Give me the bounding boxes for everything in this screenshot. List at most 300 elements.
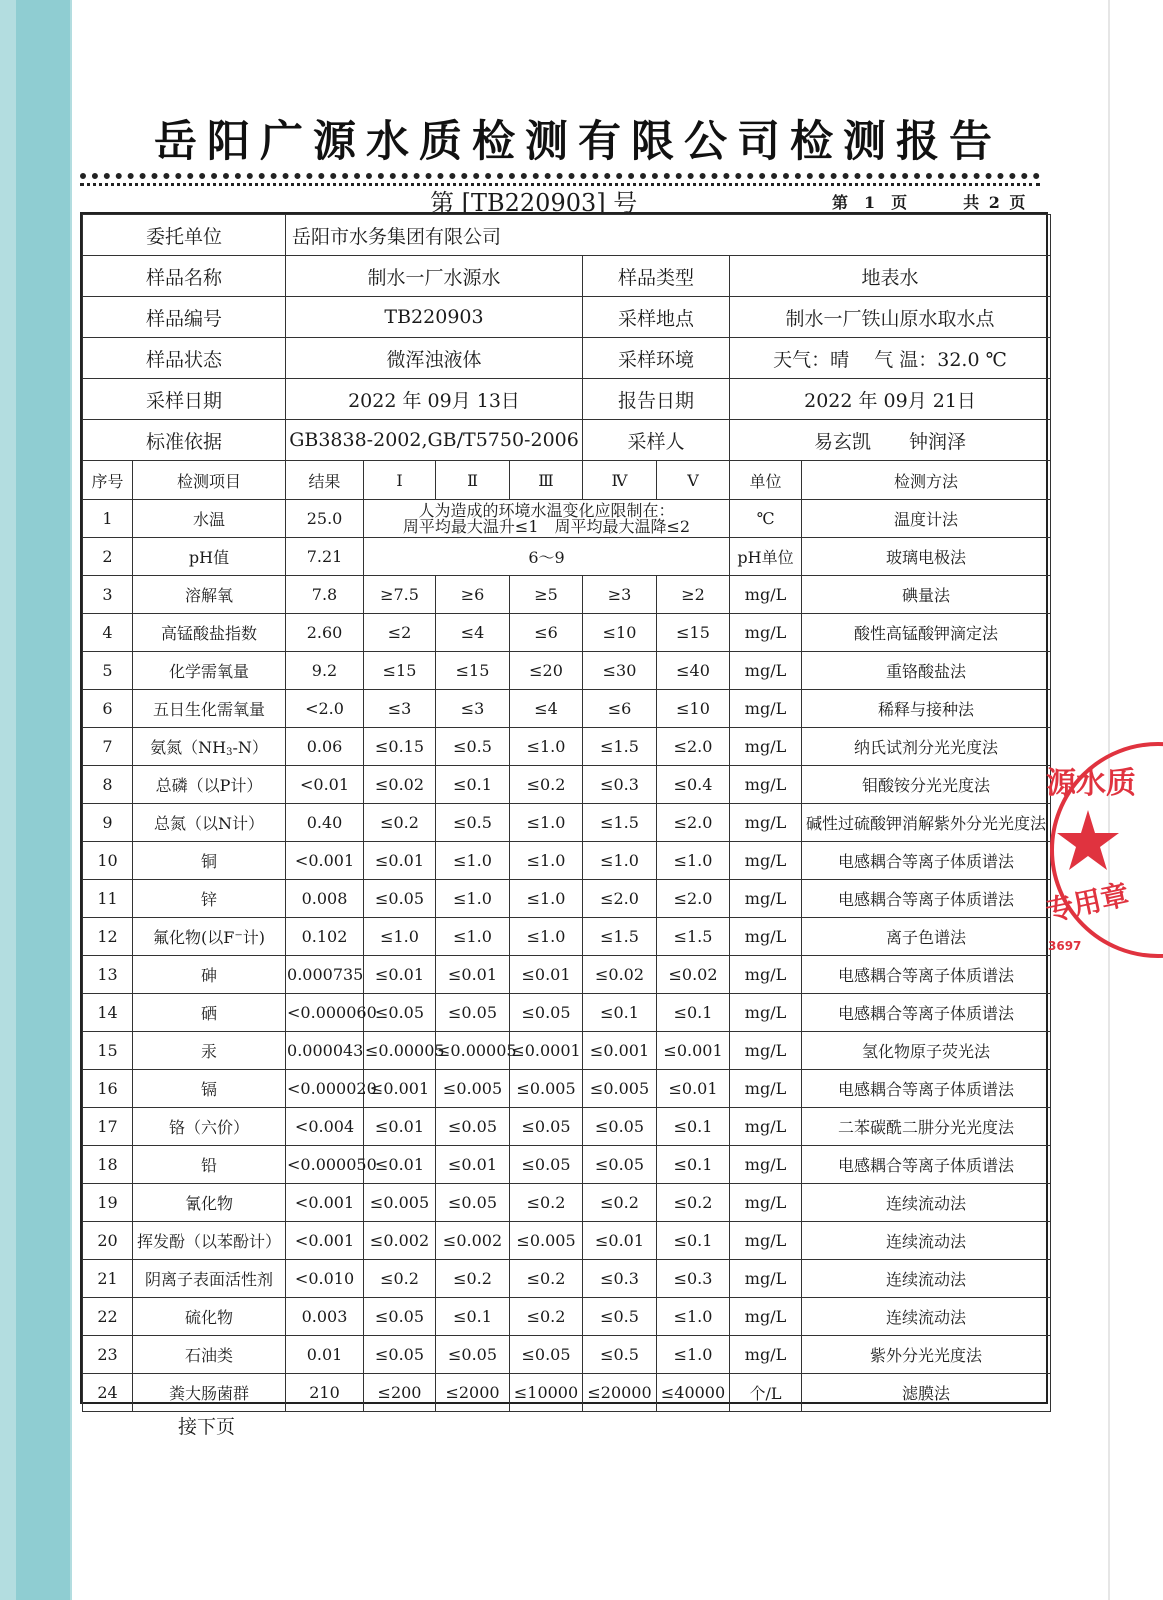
row-class-5: ≤2.0 xyxy=(657,728,730,766)
row-unit: mg/L xyxy=(730,766,802,804)
row-item: 化学需氧量 xyxy=(133,652,286,690)
row-unit: mg/L xyxy=(730,728,802,766)
table-row xyxy=(83,1222,1051,1260)
row-method: 电感耦合等离子体质谱法 xyxy=(802,842,1051,880)
row-class-2: ≤0.05 xyxy=(436,1336,510,1374)
row-no: 9 xyxy=(83,804,133,842)
report-date-label: 报告日期 xyxy=(583,379,730,420)
header-item: 检测项目 xyxy=(133,461,286,500)
seal-text-bottom: 专用章 xyxy=(1042,877,1132,928)
row-no: 18 xyxy=(83,1146,133,1184)
row-result: 0.008 xyxy=(286,880,364,918)
row-method: 连续流动法 xyxy=(802,1222,1051,1260)
row-class-3: ≤1.0 xyxy=(510,842,583,880)
seal-serial: 3697 xyxy=(1048,939,1082,953)
row-class-4: ≤0.1 xyxy=(583,994,657,1032)
row-no: 6 xyxy=(83,690,133,728)
row-unit: mg/L xyxy=(730,652,802,690)
row-unit: mg/L xyxy=(730,1032,802,1070)
row-class-5: ≤1.0 xyxy=(657,842,730,880)
row-class-1: ≤0.005 xyxy=(364,1184,436,1222)
row-class-5: ≤15 xyxy=(657,614,730,652)
ph-standard-range: 6～9 xyxy=(364,538,730,576)
temperature-limit-note xyxy=(364,500,730,538)
row-class-5: ≤0.1 xyxy=(657,1108,730,1146)
row-class-5: ≤0.2 xyxy=(657,1184,730,1222)
row-class-1: ≤0.05 xyxy=(364,994,436,1032)
row-result: 210 xyxy=(286,1374,364,1412)
row-class-4: ≤1.5 xyxy=(583,804,657,842)
row-class-4: ≤30 xyxy=(583,652,657,690)
row-result: <0.000060 xyxy=(286,994,364,1032)
row-no: 24 xyxy=(83,1374,133,1412)
row-method: 温度计法 xyxy=(802,500,1051,538)
table-row xyxy=(83,766,1051,804)
row-class-3: ≤10000 xyxy=(510,1374,583,1412)
row-class-3: ≤0.05 xyxy=(510,1336,583,1374)
row-item: 铜 xyxy=(133,842,286,880)
row-class-4: ≤1.0 xyxy=(583,842,657,880)
sample-type-label: 样品类型 xyxy=(583,256,730,297)
client-label: 委托单位 xyxy=(83,215,286,256)
row-unit: mg/L xyxy=(730,804,802,842)
table-row xyxy=(83,918,1051,956)
scan-edge-band xyxy=(0,0,72,1600)
row-unit: mg/L xyxy=(730,690,802,728)
row-class-5: ≤0.1 xyxy=(657,994,730,1032)
row-class-4: ≥3 xyxy=(583,576,657,614)
row-item: 砷 xyxy=(133,956,286,994)
row-method: 电感耦合等离子体质谱法 xyxy=(802,1070,1051,1108)
row-result: 2.60 xyxy=(286,614,364,652)
seal-star-icon xyxy=(1057,810,1119,870)
row-class-3: ≤1.0 xyxy=(510,804,583,842)
row-no: 8 xyxy=(83,766,133,804)
row-item: 硫化物 xyxy=(133,1298,286,1336)
row-class-3: ≤0.05 xyxy=(510,994,583,1032)
row-unit: mg/L xyxy=(730,880,802,918)
row-class-2: ≤0.5 xyxy=(436,804,510,842)
row-no: 1 xyxy=(83,500,133,538)
header-class-2: Ⅱ xyxy=(436,461,510,500)
row-class-5: ≤1.5 xyxy=(657,918,730,956)
report-number: 第 [TB220903] 号 xyxy=(430,189,638,217)
row-class-4: ≤20000 xyxy=(583,1374,657,1412)
table-row xyxy=(83,842,1051,880)
row-class-1: ≤0.01 xyxy=(364,956,436,994)
info-row-standard xyxy=(83,420,1051,461)
row-method: 碘量法 xyxy=(802,576,1051,614)
row-item xyxy=(133,728,286,766)
row-item: 氟化物(以F⁻计) xyxy=(133,918,286,956)
table-row xyxy=(83,1184,1051,1222)
row-class-4: ≤0.2 xyxy=(583,1184,657,1222)
row-result: <0.001 xyxy=(286,1222,364,1260)
row-class-2: ≤0.1 xyxy=(436,1298,510,1336)
row-class-2: ≥6 xyxy=(436,576,510,614)
row-no: 23 xyxy=(83,1336,133,1374)
row-class-3: ≤0.2 xyxy=(510,766,583,804)
row-unit: mg/L xyxy=(730,1146,802,1184)
row-result: <0.001 xyxy=(286,1184,364,1222)
row-class-5: ≤40 xyxy=(657,652,730,690)
header-method: 检测方法 xyxy=(802,461,1051,500)
row-method: 连续流动法 xyxy=(802,1298,1051,1336)
table-row-water-temperature xyxy=(83,500,1051,538)
row-unit: ℃ xyxy=(730,500,802,538)
row-result: 0.003 xyxy=(286,1298,364,1336)
temperature-note-line2: 周平均最大温升≤1 周平均最大温降≤2 xyxy=(402,516,691,536)
row-no: 20 xyxy=(83,1222,133,1260)
table-row xyxy=(83,804,1051,842)
row-class-1: ≤0.002 xyxy=(364,1222,436,1260)
info-row-dates xyxy=(83,379,1051,420)
row-method: 滤膜法 xyxy=(802,1374,1051,1412)
row-class-2: ≤2000 xyxy=(436,1374,510,1412)
row-class-3: ≤0.005 xyxy=(510,1222,583,1260)
row-class-5: ≤0.1 xyxy=(657,1146,730,1184)
row-class-1: ≤1.0 xyxy=(364,918,436,956)
info-row-state xyxy=(83,338,1051,379)
report-title: 岳阳广源水质检测有限公司检测报告 xyxy=(154,117,1002,167)
row-method: 酸性高锰酸钾滴定法 xyxy=(802,614,1051,652)
row-class-3: ≤0.2 xyxy=(510,1184,583,1222)
row-result: 0.01 xyxy=(286,1336,364,1374)
row-method: 紫外分光光度法 xyxy=(802,1336,1051,1374)
temperature-note-line1: 人为造成的环境水温变化应限制在： xyxy=(418,500,675,520)
row-class-2: ≤0.05 xyxy=(436,994,510,1032)
row-unit: mg/L xyxy=(730,1260,802,1298)
row-result: <0.010 xyxy=(286,1260,364,1298)
row-item: 高锰酸盐指数 xyxy=(133,614,286,652)
sampling-date-label: 采样日期 xyxy=(83,379,286,420)
row-class-5: ≤0.1 xyxy=(657,1222,730,1260)
row-class-3: ≤4 xyxy=(510,690,583,728)
row-class-1: ≤0.01 xyxy=(364,1146,436,1184)
row-item: 总磷（以P计） xyxy=(133,766,286,804)
row-class-3: ≤0.005 xyxy=(510,1070,583,1108)
row-class-5: ≤2.0 xyxy=(657,804,730,842)
row-method: 碱性过硫酸钾消解紫外分光光度法 xyxy=(802,804,1051,842)
row-method: 重铬酸盐法 xyxy=(802,652,1051,690)
row-class-2: ≤0.05 xyxy=(436,1108,510,1146)
sample-no-label: 样品编号 xyxy=(83,297,286,338)
row-class-3: ≤20 xyxy=(510,652,583,690)
row-method: 离子色谱法 xyxy=(802,918,1051,956)
row-class-3: ≤0.05 xyxy=(510,1146,583,1184)
table-row xyxy=(83,880,1051,918)
row-method: 玻璃电极法 xyxy=(802,538,1051,576)
row-class-2: ≤0.01 xyxy=(436,956,510,994)
row-class-2: ≤1.0 xyxy=(436,918,510,956)
header-class-1: Ⅰ xyxy=(364,461,436,500)
row-result: 0.102 xyxy=(286,918,364,956)
row-result: <0.000020 xyxy=(286,1070,364,1108)
sampler-value: 易玄凯 钟润泽 xyxy=(730,420,1051,461)
item-prefix: 氨氮（NH xyxy=(150,738,227,757)
table-row xyxy=(83,576,1051,614)
row-class-5: ≤0.3 xyxy=(657,1260,730,1298)
row-method: 连续流动法 xyxy=(802,1184,1051,1222)
sample-type-value: 地表水 xyxy=(730,256,1051,297)
official-seal-stamp xyxy=(1040,738,1136,968)
location-value: 制水一厂铁山原水取水点 xyxy=(730,297,1051,338)
row-no: 22 xyxy=(83,1298,133,1336)
row-unit: pH单位 xyxy=(730,538,802,576)
info-row-client xyxy=(83,215,1051,256)
row-item: 硒 xyxy=(133,994,286,1032)
row-class-2: ≤0.005 xyxy=(436,1070,510,1108)
row-class-4: ≤1.5 xyxy=(583,728,657,766)
row-item: 水温 xyxy=(133,500,286,538)
info-row-sample-name xyxy=(83,256,1051,297)
row-class-4: ≤0.05 xyxy=(583,1146,657,1184)
row-item: 石油类 xyxy=(133,1336,286,1374)
row-result: <2.0 xyxy=(286,690,364,728)
row-class-4: ≤2.0 xyxy=(583,880,657,918)
row-item: 铬（六价） xyxy=(133,1108,286,1146)
row-class-2: ≤0.1 xyxy=(436,766,510,804)
sample-no-value: TB220903 xyxy=(286,297,583,338)
row-method: 电感耦合等离子体质谱法 xyxy=(802,994,1051,1032)
environment-value: 天气：晴 气 温：32.0 ℃ xyxy=(730,338,1051,379)
row-result: 0.000735 xyxy=(286,956,364,994)
row-class-1: ≤0.2 xyxy=(364,1260,436,1298)
row-unit: mg/L xyxy=(730,1222,802,1260)
row-result: 0.06 xyxy=(286,728,364,766)
continue-next-page: 接下页 xyxy=(178,1416,236,1438)
row-class-3: ≤0.0001 xyxy=(510,1032,583,1070)
row-class-4: ≤0.3 xyxy=(583,1260,657,1298)
row-class-1: ≤0.05 xyxy=(364,1298,436,1336)
row-class-5: ≤0.01 xyxy=(657,1070,730,1108)
page-total: 共 2 页 xyxy=(963,193,1026,212)
table-header-row xyxy=(83,461,1051,500)
header-result: 结果 xyxy=(286,461,364,500)
seal-text-top: 源水质 xyxy=(1046,766,1136,801)
row-item: 挥发酚（以苯酚计） xyxy=(133,1222,286,1260)
row-method: 连续流动法 xyxy=(802,1260,1051,1298)
row-class-4: ≤6 xyxy=(583,690,657,728)
row-class-5: ≤1.0 xyxy=(657,1336,730,1374)
page-indicator xyxy=(832,190,1025,213)
row-unit: mg/L xyxy=(730,1336,802,1374)
row-item: 汞 xyxy=(133,1032,286,1070)
row-class-5: ≤10 xyxy=(657,690,730,728)
row-class-1: ≤0.05 xyxy=(364,880,436,918)
row-class-1: ≤0.001 xyxy=(364,1070,436,1108)
info-row-sample-no xyxy=(83,297,1051,338)
row-unit: mg/L xyxy=(730,842,802,880)
row-method: 电感耦合等离子体质谱法 xyxy=(802,956,1051,994)
table-row xyxy=(83,956,1051,994)
row-method: 电感耦合等离子体质谱法 xyxy=(802,880,1051,918)
row-item: 锌 xyxy=(133,880,286,918)
table-row xyxy=(83,652,1051,690)
row-class-1: ≤15 xyxy=(364,652,436,690)
row-result: 0.40 xyxy=(286,804,364,842)
row-class-3: ≤1.0 xyxy=(510,918,583,956)
row-no: 5 xyxy=(83,652,133,690)
row-class-5: ≤0.001 xyxy=(657,1032,730,1070)
row-unit: mg/L xyxy=(730,1070,802,1108)
row-no: 11 xyxy=(83,880,133,918)
row-item: 阴离子表面活性剂 xyxy=(133,1260,286,1298)
row-class-2: ≤0.5 xyxy=(436,728,510,766)
row-class-3: ≤1.0 xyxy=(510,880,583,918)
row-no: 17 xyxy=(83,1108,133,1146)
row-class-1: ≤2 xyxy=(364,614,436,652)
row-class-5: ≤0.02 xyxy=(657,956,730,994)
row-no: 19 xyxy=(83,1184,133,1222)
row-result: <0.000050 xyxy=(286,1146,364,1184)
sampling-date-value: 2022 年 09月 13日 xyxy=(286,379,583,420)
standard-label: 标准依据 xyxy=(83,420,286,461)
row-class-4: ≤0.5 xyxy=(583,1298,657,1336)
header-unit: 单位 xyxy=(730,461,802,500)
row-no: 13 xyxy=(83,956,133,994)
row-unit: mg/L xyxy=(730,1108,802,1146)
row-result: <0.001 xyxy=(286,842,364,880)
sample-name-label: 样品名称 xyxy=(83,256,286,297)
row-class-3: ≤6 xyxy=(510,614,583,652)
row-result: <0.004 xyxy=(286,1108,364,1146)
item-subscript: 3 xyxy=(226,747,233,758)
report-date-value: 2022 年 09月 21日 xyxy=(730,379,1051,420)
row-class-3: ≤1.0 xyxy=(510,728,583,766)
row-class-4: ≤0.005 xyxy=(583,1070,657,1108)
row-class-3: ≤0.01 xyxy=(510,956,583,994)
table-row xyxy=(83,1260,1051,1298)
row-class-3: ≤0.2 xyxy=(510,1298,583,1336)
row-class-1: ≤0.15 xyxy=(364,728,436,766)
row-unit: mg/L xyxy=(730,1184,802,1222)
location-label: 采样地点 xyxy=(583,297,730,338)
row-class-1: ≤0.00005 xyxy=(364,1032,436,1070)
row-class-2: ≤0.00005 xyxy=(436,1032,510,1070)
row-class-2: ≤15 xyxy=(436,652,510,690)
table-row xyxy=(83,1336,1051,1374)
report-table-body xyxy=(83,215,1051,1412)
row-result: <0.01 xyxy=(286,766,364,804)
row-item: 溶解氧 xyxy=(133,576,286,614)
row-class-1: ≤0.01 xyxy=(364,842,436,880)
row-unit: mg/L xyxy=(730,614,802,652)
row-class-4: ≤10 xyxy=(583,614,657,652)
client-value: 岳阳市水务集团有限公司 xyxy=(286,215,1051,256)
header-no: 序号 xyxy=(83,461,133,500)
row-item: 总氮（以N计） xyxy=(133,804,286,842)
row-method: 氢化物原子荧光法 xyxy=(802,1032,1051,1070)
row-item: 粪大肠菌群 xyxy=(133,1374,286,1412)
row-class-4: ≤0.5 xyxy=(583,1336,657,1374)
table-row xyxy=(83,1146,1051,1184)
table-row xyxy=(83,994,1051,1032)
row-class-2: ≤0.01 xyxy=(436,1146,510,1184)
state-label: 样品状态 xyxy=(83,338,286,379)
row-class-2: ≤0.2 xyxy=(436,1260,510,1298)
row-item: 氰化物 xyxy=(133,1184,286,1222)
table-row-ph xyxy=(83,538,1051,576)
row-method: 纳氏试剂分光光度法 xyxy=(802,728,1051,766)
environment-label: 采样环境 xyxy=(583,338,730,379)
row-no: 16 xyxy=(83,1070,133,1108)
row-method: 钼酸铵分光光度法 xyxy=(802,766,1051,804)
sampler-label: 采样人 xyxy=(583,420,730,461)
page-current: 第 1 页 xyxy=(832,193,908,212)
row-class-5: ≤0.4 xyxy=(657,766,730,804)
table-row xyxy=(83,1374,1051,1412)
row-class-3: ≤0.2 xyxy=(510,1260,583,1298)
row-class-1: ≥7.5 xyxy=(364,576,436,614)
header-class-3: Ⅲ xyxy=(510,461,583,500)
row-class-5: ≤2.0 xyxy=(657,880,730,918)
row-no: 21 xyxy=(83,1260,133,1298)
table-row xyxy=(83,728,1051,766)
row-class-4: ≤1.5 xyxy=(583,918,657,956)
row-item: 镉 xyxy=(133,1070,286,1108)
standard-value: GB3838-2002,GB/T5750-2006 xyxy=(286,420,583,461)
row-class-2: ≤0.002 xyxy=(436,1222,510,1260)
row-no: 15 xyxy=(83,1032,133,1070)
row-class-1: ≤0.2 xyxy=(364,804,436,842)
row-unit: mg/L xyxy=(730,576,802,614)
row-class-5: ≤1.0 xyxy=(657,1298,730,1336)
row-no: 2 xyxy=(83,538,133,576)
row-unit: mg/L xyxy=(730,956,802,994)
row-result: 7.8 xyxy=(286,576,364,614)
row-class-1: ≤0.05 xyxy=(364,1336,436,1374)
row-class-3: ≤0.05 xyxy=(510,1108,583,1146)
row-unit: mg/L xyxy=(730,994,802,1032)
table-row xyxy=(83,1108,1051,1146)
table-row xyxy=(83,1032,1051,1070)
row-class-5: ≥2 xyxy=(657,576,730,614)
row-class-2: ≤1.0 xyxy=(436,842,510,880)
row-class-4: ≤0.001 xyxy=(583,1032,657,1070)
row-unit: mg/L xyxy=(730,918,802,956)
row-item: 五日生化需氧量 xyxy=(133,690,286,728)
title-divider xyxy=(80,173,1040,179)
row-unit: 个/L xyxy=(730,1374,802,1412)
report-table xyxy=(82,214,1051,1412)
item-suffix: -N） xyxy=(232,738,268,757)
report-table-frame xyxy=(80,212,1048,1404)
row-class-4: ≤0.05 xyxy=(583,1108,657,1146)
row-no: 14 xyxy=(83,994,133,1032)
row-class-4: ≤0.01 xyxy=(583,1222,657,1260)
row-result: 7.21 xyxy=(286,538,364,576)
row-class-4: ≤0.3 xyxy=(583,766,657,804)
state-value: 微浑浊液体 xyxy=(286,338,583,379)
row-result: 9.2 xyxy=(286,652,364,690)
header-class-4: Ⅳ xyxy=(583,461,657,500)
row-class-1: ≤0.02 xyxy=(364,766,436,804)
table-row xyxy=(83,1298,1051,1336)
row-unit: mg/L xyxy=(730,1298,802,1336)
row-class-2: ≤1.0 xyxy=(436,880,510,918)
row-class-2: ≤4 xyxy=(436,614,510,652)
header-class-5: Ⅴ xyxy=(657,461,730,500)
row-class-4: ≤0.02 xyxy=(583,956,657,994)
table-row xyxy=(83,690,1051,728)
row-no: 7 xyxy=(83,728,133,766)
row-no: 12 xyxy=(83,918,133,956)
row-item: 铅 xyxy=(133,1146,286,1184)
row-method: 二苯碳酰二肼分光光度法 xyxy=(802,1108,1051,1146)
row-method: 稀释与接种法 xyxy=(802,690,1051,728)
row-class-5: ≤40000 xyxy=(657,1374,730,1412)
